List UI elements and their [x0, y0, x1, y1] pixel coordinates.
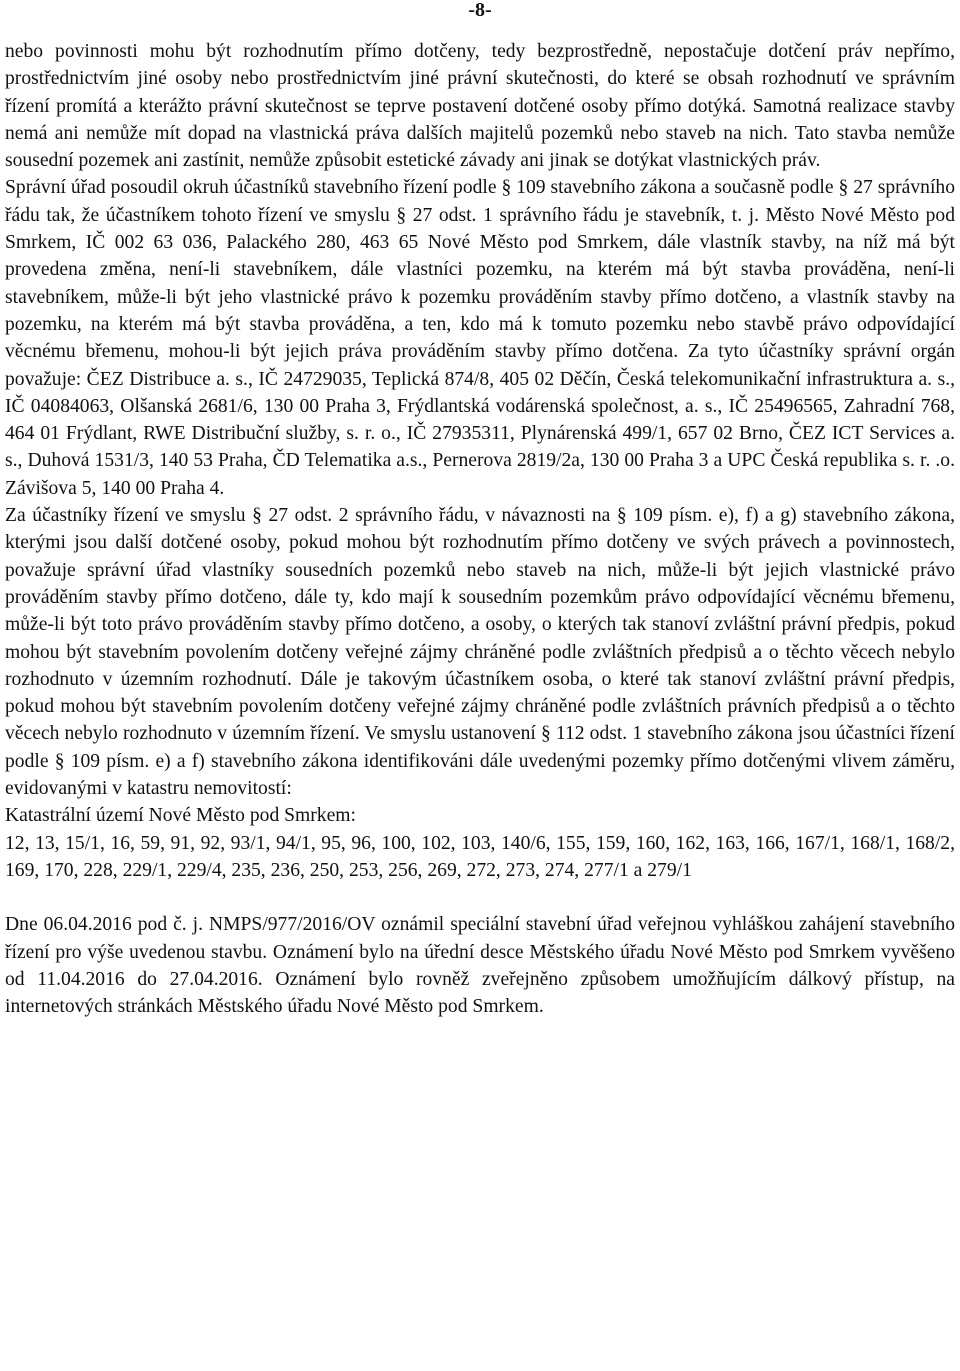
parcel-list: 12, 13, 15/1, 16, 59, 91, 92, 93/1, 94/1, 95, 96, 100, 102, 103, 140/6, 155, 159, 160, 162, 163, 166, 167/1, 168/1, 168/2, 169, 170, 228, 229/1, 229/4, 235, 236, 250, 253, 256, 269, 272, 273, 274, 277/1 a 279/1: [5, 832, 955, 881]
paragraph-other-participants: Za účastníky řízení ve smyslu § 27 odst. 2 správního řádu, v návaznosti na § 109 písm. e), f) a g) stavebního zákona, kterými jsou další dotčené osoby, pokud mohou být rozhodnutím přímo dotčeny ve svých právech a povinnostech, považuje správní úřad vlastníky sousedních pozemků nebo staveb na nich, může-li být jejich vlastnické právo prováděním stavby přímo dotčeno, dále ty, kdo mají k sousedním pozemkům právo odpovídající věcnému břemenu, může-li být toto právo prováděním stavby přímo dotčeno, a osoby, o kterých tak stanoví zvláštní právní předpis, pokud mohou být stavebním povolením dotčeny veřejné zájmy chráněné podle zvláštních předpisů a o těchto věcech nebylo rozhodnuto v územním rozhodnutí. Dále je takovým účastníkem osoba, o které tak stanoví zvláštní právní předpis, pokud mohou být stavebním povolením dotčeny veřejné zájmy chráněné podle zvláštních právních předpisů a o těchto věcech nebylo rozhodnuto v územním řízení. Ve smyslu ustanovení § 112 odst. 1 stavebního zákona jsou účastníci řízení podle § 109 písm. e) a f) stavebního zákona identifikováni dále uvedenými pozemky přímo dotčenými vlivem záměru, evidovanými v katastru nemovitostí:: [5, 505, 955, 800]
document-body: [5, 38, 955, 1020]
blank-line: [5, 884, 955, 911]
paragraph-rights-impact: nebo povinnosti mohu být rozhodnutím přímo dotčeny, tedy bezprostředně, nepostačuje dotčení práv nepřímo, prostřednictvím jiné osoby nebo prostřednictvím jiné právní skutečnosti, do které se obsah rozhodnutí ve správním řízení promítá a kterážto právní skutečnost se teprve postavení dotčené osoby přímo dotýká. Samotná realizace stavby nemá ani nemůže mít dopad na vlastnická práva dalších majitelů pozemků nebo staveb na nich. Tato stavba nemůže sousední pozemek ani zastínit, nemůže způsobit estetické závady ani jinak se dotýkat vlastnických práv.: [5, 41, 955, 172]
cadastral-area-heading: Katastrální území Nové Město pod Smrkem:: [5, 805, 356, 827]
paragraph-notice: Dne 06.04.2016 pod č. j. NMPS/977/2016/OV oznámil speciální stavební úřad veřejnou vyhláškou zahájení stavebního řízení pro výše uvedenou stavbu. Oznámení bylo na úřední desce Městského úřadu Nové Město pod Smrkem vyvěšeno od 11.04.2016 do 27.04.2016. Oznámení bylo rovněž zveřejněno způsobem umožňujícím dálkový přístup, na internetových stránkách Městského úřadu Nové Město pod Smrkem.: [5, 914, 955, 1018]
page-number: -8-: [468, 0, 492, 21]
paragraph-participants: Správní úřad posoudil okruh účastníků stavebního řízení podle § 109 stavebního zákona a současně podle § 27 správního řádu tak, že účastníkem tohoto řízení ve smyslu § 27 odst. 1 správního řádu je stavebník, t. j. Město Nové Město pod Smrkem, IČ 002 63 036, Palackého 280, 463 65 Nové Město pod Smrkem, dále vlastník stavby, na níž má být provedena změna, není-li stavebníkem, dále vlastníci pozemku, na kterém má být stavba prováděna, není-li stavebníkem, může-li být jeho vlastnické právo k pozemku prováděním stavby přímo dotčeno, a vlastník stavby na pozemku, na kterém má být stavba prováděna, a ten, kdo má k tomuto pozemku nebo stavbě právo odpovídající věcnému břemenu, mohou-li být jejich práva prováděním stavby přímo dotčena. Za tyto účastníky správní orgán považuje: ČEZ Distribuce a. s., IČ 24729035, Teplická 874/8, 405 02 Děčín, Česká telekomunikační infrastruktura a. s., IČ 04084063, Olšanská 2681/6, 130 00 Praha 3, Frýdlantská vodárenská společnost, a. s., IČ 25496565, Zahradní 768, 464 01 Frýdlant, RWE Distribuční služby, s. r. o., IČ 27935311, Plynárenská 499/1, 657 02 Brno, ČEZ ICT Services a. s., Duhová 1531/3, 140 53 Praha, ČD Telematika a.s., Pernerova 2819/2a, 130 00 Praha 3 a UPC Česká republika s. r. .o. Závišova 5, 140 00 Praha 4.: [5, 177, 955, 499]
